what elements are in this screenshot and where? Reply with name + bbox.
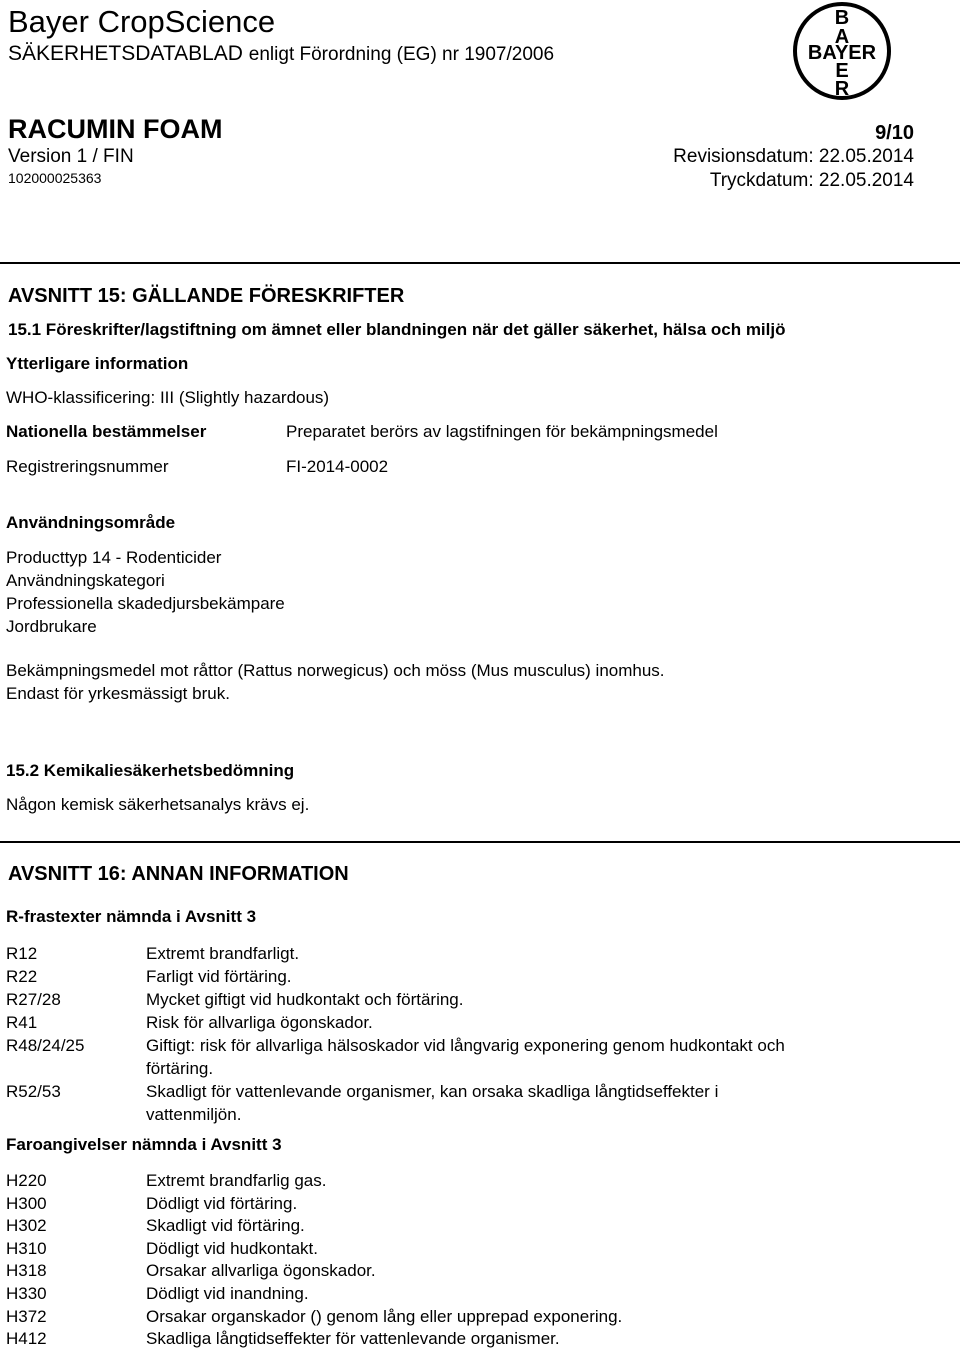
h-statement-row (6, 1282, 906, 1305)
section-divider (0, 841, 960, 843)
use-line: Professionella skadedjursbekämpare (6, 594, 285, 613)
svg-text:BAYER: BAYER (807, 42, 877, 64)
h-statement-row (6, 1169, 906, 1192)
material-number: 102000025363 (8, 170, 102, 186)
who-classification: WHO-klassificering: III (Slightly hazardous) (6, 388, 330, 407)
svg-text:B: B (834, 7, 850, 29)
h-statement-row (6, 1305, 906, 1328)
svg-text:E: E (835, 60, 849, 82)
h-statement-text: Dödligt vid hudkontakt. (146, 1238, 318, 1258)
use-line: Användningskategori (6, 571, 165, 590)
r-phrase-row (6, 965, 906, 988)
r-phrase-text-cont: förtäring. (146, 1059, 214, 1078)
registration-number-label: Registreringsnummer (6, 457, 169, 476)
r-phrase-text: Skadligt för vattenlevande organismer, kan orsaka skadliga långtidseffekter i (146, 1082, 719, 1101)
r-phrases-table (6, 942, 906, 1126)
use-description (6, 659, 665, 705)
r-phrase-text: Giftigt: risk för allvarliga hälsoskador vid långvarig exponering genom hudkontakt och (146, 1036, 785, 1055)
h-statement-row (6, 1237, 906, 1260)
r-phrase-text: Farligt vid förtäring. (146, 967, 292, 986)
r-phrase-code: R41 (6, 1013, 38, 1032)
section-15-2-heading: 15.2 Kemikaliesäkerhetsbedömning (6, 761, 295, 780)
h-statements-table (6, 1169, 906, 1350)
bayer-cross-logo (791, 0, 893, 102)
h-statement-text: Skadligt vid förtäring. (146, 1216, 305, 1236)
r-phrase-text: Extremt brandfarligt. (146, 944, 300, 963)
r-phrase-code: R52/53 (6, 1082, 61, 1101)
r-phrase-code: R12 (6, 944, 38, 963)
r-phrase-code: R27/28 (6, 990, 61, 1009)
svg-text:R: R (834, 78, 850, 100)
national-regulations-label: Nationella bestämmelser (6, 422, 207, 441)
use-line: Jordbrukare (6, 617, 97, 636)
svg-text:A: A (834, 26, 850, 48)
r-phrase-row (6, 942, 906, 965)
document-title (8, 42, 554, 66)
page-number: 9/10 (875, 122, 914, 144)
print-date: Tryckdatum: 22.05.2014 (709, 170, 914, 191)
h-statement-row (6, 1214, 906, 1237)
registration-number-value: FI-2014-0002 (286, 457, 389, 476)
chemical-safety-text: Någon kemisk säkerhetsanalys krävs ej. (6, 795, 310, 814)
company-name: Bayer CropScience (8, 4, 276, 39)
section-15-heading: AVSNITT 15: GÄLLANDE FÖRESKRIFTER (8, 285, 405, 307)
version-label: Version 1 / FIN (8, 146, 134, 167)
product-name: RACUMIN FOAM (8, 114, 223, 144)
r-phrase-text: Mycket giftigt vid hudkontakt och förtäring. (146, 990, 464, 1009)
h-statement-text: Orsakar allvarliga ögonskador. (146, 1261, 376, 1281)
r-phrase-row (6, 988, 906, 1011)
r-phrases-heading: R-frastexter nämnda i Avsnitt 3 (6, 907, 257, 926)
h-statement-text: Dödligt vid inandning. (146, 1283, 309, 1303)
h-statement-row (6, 1192, 906, 1215)
h-statements-heading: Faroangivelser nämnda i Avsnitt 3 (6, 1135, 282, 1154)
h-statement-row (6, 1259, 906, 1282)
revision-date: Revisionsdatum: 22.05.2014 (673, 146, 914, 167)
h-statement-row (6, 1327, 906, 1350)
h-statement-text: Dödligt vid förtäring. (146, 1193, 298, 1213)
h-statement-text: Orsakar organskador () genom lång eller upprepad exponering. (146, 1306, 623, 1326)
r-phrase-code: R48/24/25 (6, 1036, 85, 1055)
h-statement-code: H302 (6, 1216, 47, 1236)
h-statement-code: H330 (6, 1283, 47, 1303)
h-statement-code: H300 (6, 1193, 47, 1213)
r-phrase-code: R22 (6, 967, 38, 986)
h-statement-code: H310 (6, 1238, 47, 1258)
document-title-main: SÄKERHETSDATABLAD (8, 42, 243, 65)
section-16-heading: AVSNITT 16: ANNAN INFORMATION (8, 863, 349, 885)
section-15-1-heading: 15.1 Föreskrifter/lagstiftning om ämnet eller blandningen när det gäller säkerhet, hälsa och miljö (8, 320, 786, 339)
h-statement-text: Extremt brandfarlig gas. (146, 1171, 327, 1190)
r-phrase-text: Risk för allvarliga ögonskador. (146, 1013, 373, 1032)
use-line: Producttyp 14 - Rodenticider (6, 548, 222, 567)
r-phrase-row (6, 1080, 906, 1126)
r-phrase-row (6, 1034, 906, 1080)
document-title-regulation: enligt Förordning (EG) nr 1907/2006 (248, 44, 555, 65)
extra-info-heading: Ytterligare information (6, 354, 189, 373)
use-desc-line: Endast för yrkesmässigt bruk. (6, 684, 230, 703)
use-desc-line: Bekämpningsmedel mot råttor (Rattus norwegicus) och möss (Mus musculus) inomhus. (6, 661, 665, 680)
h-statement-code: H412 (6, 1329, 47, 1349)
h-statement-code: H318 (6, 1261, 47, 1281)
use-area-heading: Användningsområde (6, 513, 176, 532)
national-regulations-value: Preparatet berörs av lagstifningen för bekämpningsmedel (286, 422, 718, 441)
use-area-list (6, 546, 285, 638)
r-phrase-text-cont: vattenmiljön. (146, 1105, 242, 1124)
h-statement-text: Skadliga långtidseffekter för vattenlevande organismer. (146, 1329, 560, 1349)
r-phrase-row (6, 1011, 906, 1034)
header-divider (0, 262, 960, 264)
h-statement-code: H220 (6, 1171, 47, 1190)
h-statement-code: H372 (6, 1306, 47, 1326)
